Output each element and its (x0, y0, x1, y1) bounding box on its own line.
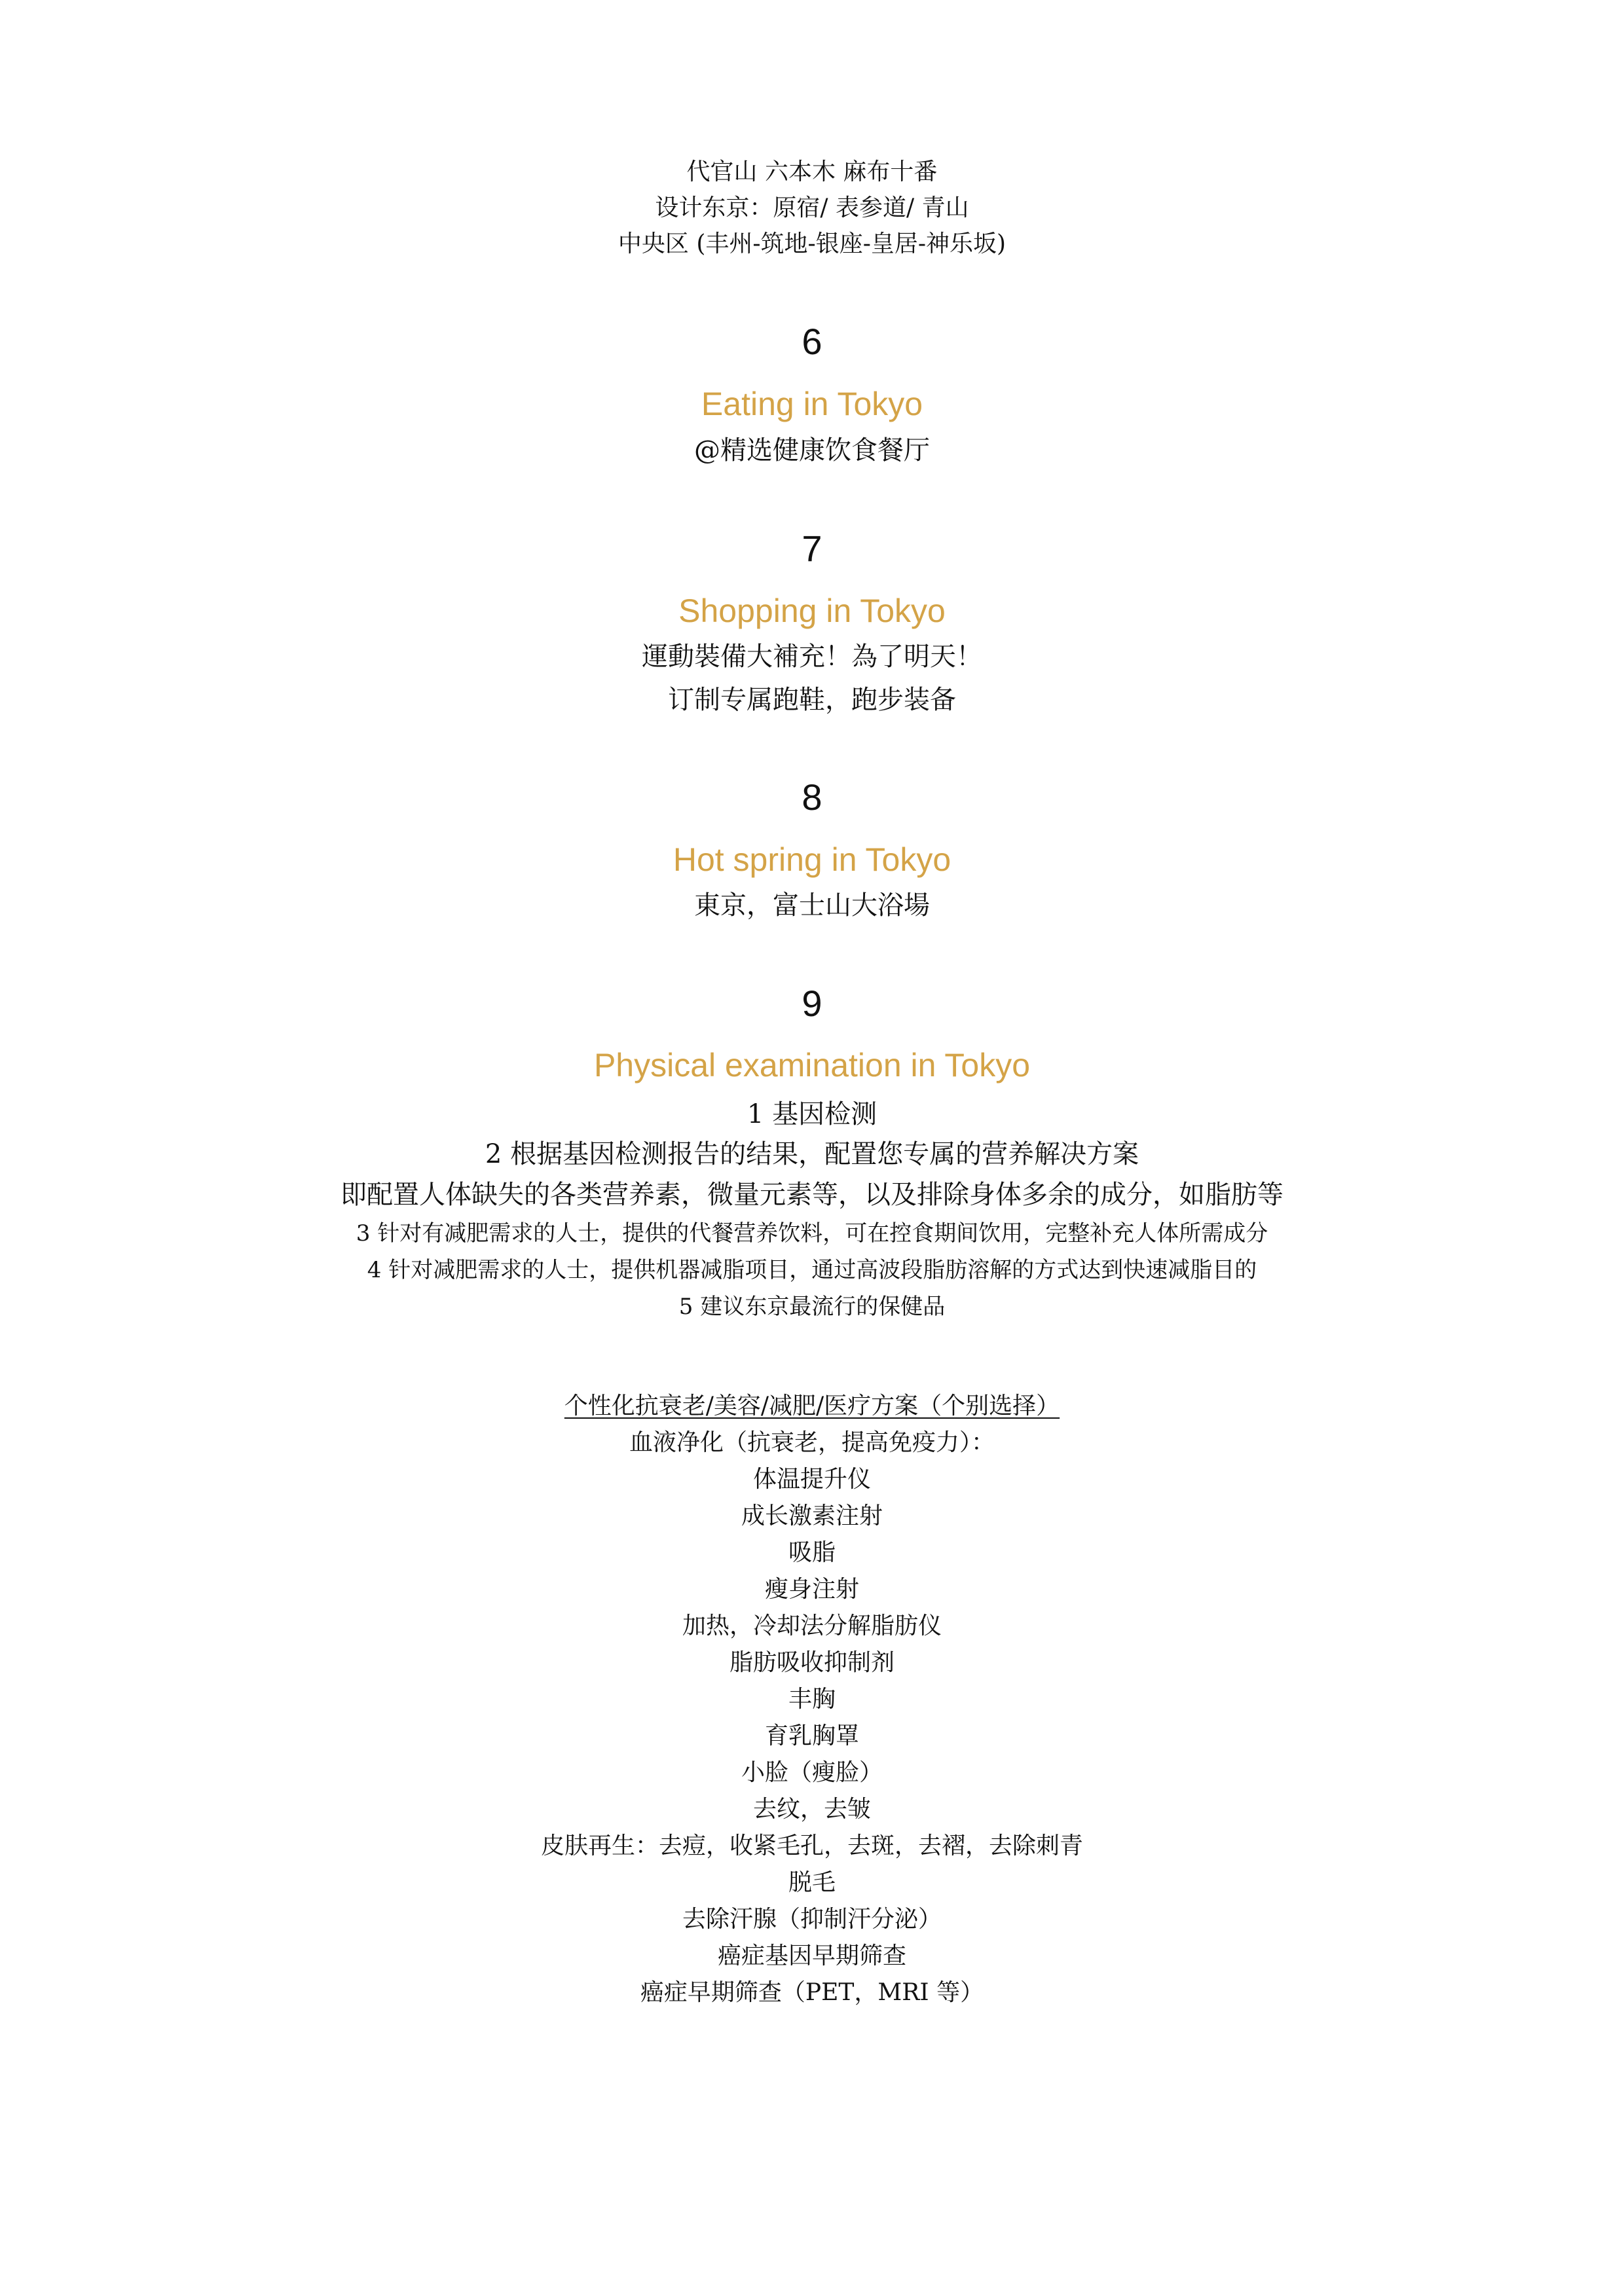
plan-item: 育乳胸罩 (764, 1722, 859, 1749)
exam-line: 1 基因检测 (747, 1099, 877, 1129)
plan-item: 丰胸 (788, 1686, 836, 1713)
plan-item: 脱毛 (788, 1869, 836, 1896)
plan-item: 去纹，去皱 (752, 1796, 871, 1823)
section-line: 订制专属跑鞋，跑步装备 (668, 685, 956, 715)
plan-heading: 个性化抗衰老/美容/减肥/医疗方案（个别选择） (564, 1393, 1060, 1419)
section-number: 8 (802, 776, 822, 818)
section-number: 7 (802, 528, 822, 569)
plan-item: 瘦身注射 (764, 1576, 859, 1603)
area-line: 代官山 六本木 麻布十番 (686, 158, 938, 185)
section-title: Shopping in Tokyo (678, 592, 946, 629)
plan-item: 血液净化（抗衰老，提高免疫力）： (629, 1429, 995, 1456)
plan-item: 癌症早期筛查（PET，MRI 等） (640, 1979, 984, 2006)
section-number: 6 (802, 321, 822, 362)
plan-item: 癌症基因早期筛查 (717, 1942, 906, 1969)
plan-item: 脂肪吸收抑制剂 (729, 1649, 895, 1676)
plan-item: 成长激素注射 (741, 1503, 883, 1529)
plan-item: 体温提升仪 (752, 1466, 871, 1493)
plan-item: 小脸（瘦脸） (741, 1759, 883, 1786)
section-line: @精选健康饮食餐厅 (694, 435, 930, 465)
exam-line: 即配置人体缺失的各类营养素，微量元素等，以及排除身体多余的成分，如脂肪等 (341, 1180, 1283, 1210)
plan-item: 吸脂 (788, 1539, 836, 1566)
exam-line: 2 根据基因检测报告的结果，配置您专属的营养解决方案 (485, 1139, 1139, 1169)
section-title: Physical examination in Tokyo (593, 1047, 1031, 1084)
section-number: 9 (802, 983, 822, 1024)
section-line: 運動裝備大補充！為了明天！ (642, 642, 982, 672)
exam-line: 5 建议东京最流行的保健品 (678, 1294, 946, 1320)
plan-item: 去除汗腺（抑制汗分泌） (682, 1906, 942, 1933)
plan-item: 加热，冷却法分解脂肪仪 (682, 1613, 942, 1639)
exam-line: 4 针对减肥需求的人士，提供机器减脂项目，通过高波段脂肪溶解的方式达到快速减脂目的 (367, 1257, 1257, 1283)
area-line: 设计东京：原宿/ 表参道/ 青山 (655, 194, 969, 221)
area-line: 中央区 (丰州-筑地-银座-皇居-神乐坂) (618, 230, 1006, 257)
plan-item: 皮肤再生：去痘，收紧毛孔，去斑，去褶，去除刺青 (540, 1832, 1083, 1859)
section-line: 東京，富士山大浴場 (694, 890, 930, 920)
section-title: Hot spring in Tokyo (673, 841, 951, 878)
exam-line: 3 针对有减肥需求的人士，提供的代餐营养饮料，可在控食期间饮用，完整补充人体所需成分 (356, 1220, 1268, 1247)
section-title: Eating in Tokyo (701, 386, 923, 422)
